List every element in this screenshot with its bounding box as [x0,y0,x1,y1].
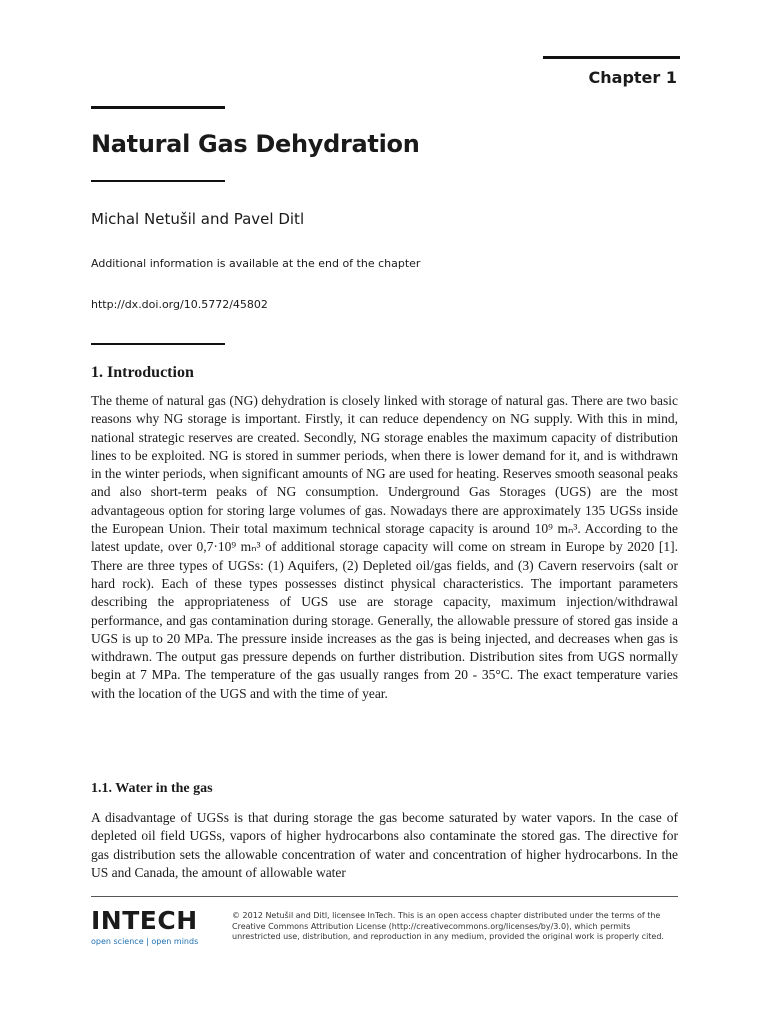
water-paragraph: A disadvantage of UGSs is that during storage the gas become saturated by water vapors. In the case of depleted oil field UGSs, vapors of higher hydrocarbons also contaminate the stored gas. The directive for gas distribution sets the allowable concentration of water and concentration of higher hydrocarbons. In the US and Canada, the amount of allowable water [91,810,678,880]
introduction-paragraph: The theme of natural gas (NG) dehydration is closely linked with storage of natural gas. There are two basic reasons why NG storage is important. Firstly, it can reduce dependency on NG supply. With this in mind, national strategic reserves are created. Secondly, NG storage enables the maximum capacity of distribution lines to be exploited. NG is stored in summer periods, when there is lower demand for it, and is withdrawn in the winter periods, when significant amounts of NG are used for heating. Reserves smooth seasonal peaks and also short-term peaks of NG consumption. Underground Gas Storages (UGS) are the most advantageous option for storing large volumes of gas. Nowadays there are approximately 135 UGSs inside the European Union. Their total maximum technical storage capacity is around 10⁹ mₙ³. According to the latest update, over 0,7·10⁹ mₙ³ of additional storage capacity will come on stream in Europe by 2020 [1]. There are three types of UGSs: (1) Aquifers, (2) Depleted oil/gas fields, and (3) Cavern reservoirs (salt or hard rock). Each of these types possesses distinct physical characteristics. The important parameters describing the appropriateness of UGS use are storage capacity, maximum injection/withdrawal performance, and gas contamination during storage. Generally, the allowable pressure of stored gas inside a UGS is up to 20 MPa. The pressure inside increases as the gas is being injected, and decreases when gas is withdrawn. The output gas pressure depends on further distribution. Distribution sites from UGS normally begin at 7 MPa. The temperature of the gas usually ranges from 20 - 35°C. The exact temperature varies with the location of the UGS and with the time of year. [91,393,678,701]
chapter-label: Chapter 1 [588,68,677,87]
header-rule [543,56,680,59]
section-heading-introduction: 1. Introduction [91,364,194,381]
doi-link[interactable]: http://dx.doi.org/10.5772/45802 [91,298,268,311]
intech-logo: INTECH [91,906,198,935]
title-rule-bottom [91,180,225,182]
title-rule-top [91,106,225,109]
additional-info: Additional information is available at the end of the chapter [91,257,421,270]
footer-rule [91,896,678,897]
license-notice: © 2012 Netušil and Ditl, licensee InTech. This is an open access chapter distributed under the terms of the Creative Commons Attribution License (http://creativecommons.org/licenses/by/3.0), which permits unrestricted use, distribution, and reproduction in any medium, provided the original work is properly cited. [232,911,664,941]
section-heading-water: 1.1. Water in the gas [91,781,213,796]
logo-tagline: open science | open minds [91,937,199,946]
section-rule [91,343,225,345]
authors: Michal Netušil and Pavel Ditl [91,210,305,228]
chapter-title: Natural Gas Dehydration [91,130,420,158]
